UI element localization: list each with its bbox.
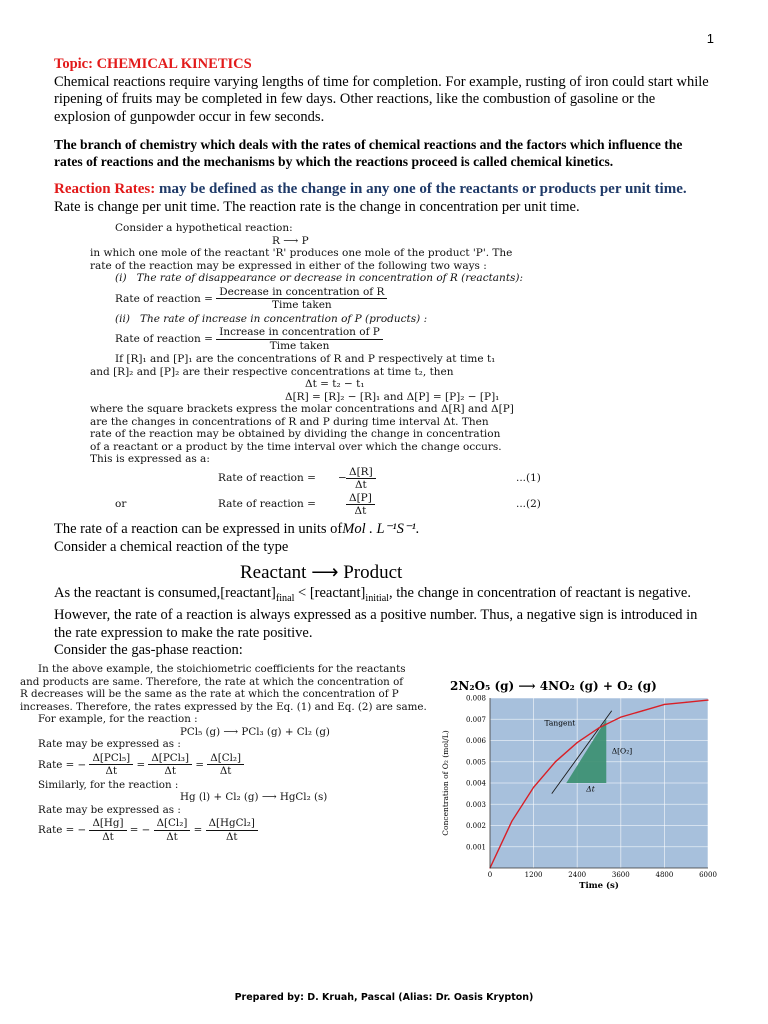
subscript-initial: initial [365,592,389,604]
fraction-numerator: Δ[PCl₃] [148,752,192,766]
delta-o2-label: Δ[O₂] [611,746,633,756]
data-point [664,704,665,705]
fraction-denominator: Δt [102,830,114,843]
footer: Prepared by: D. Kruah, Pascal (Alias: Dr. Oasis Krypton) [234,992,534,1003]
fraction-numerator: Δ[PCl₅] [89,752,133,766]
fraction-denominator: Δt [354,479,367,491]
minus-sign: − [338,471,347,484]
scan1-line: rate of the reaction may be obtained by dividing the change in concentration [90,428,501,440]
x-tick-label: 6000 [699,871,717,879]
fraction-denominator: Δt [105,765,118,777]
subscript-final: final [275,592,295,604]
o2-concentration-chart [436,694,717,891]
equals-sign: = [193,824,203,836]
scanned-excerpt-rate-definition [90,222,550,518]
scan2-line: In the above example, the stoichiometric coefficients for the reactants [38,663,406,675]
scan2-reaction-1: PCl₅ (g) ⟶ PCl₃ (g) + Cl₂ (g) [180,725,330,738]
data-point [620,717,621,718]
data-point [642,710,643,711]
y-tick-label: 0.004 [465,779,486,788]
fraction-numerator: Δ[P] [346,492,375,506]
fraction-denominator: Δt [219,765,232,777]
y-tick-label: 0.008 [465,694,486,703]
data-point [555,761,556,762]
fraction-numerator: Δ[HgCl₂] [206,817,258,831]
equation-ref: ...(1) [516,471,541,484]
x-tick-label: 2400 [568,871,587,879]
scan1-line: Δt = t₂ − t₁ [305,378,365,390]
equals-sign: = [136,758,146,771]
y-tick-label: 0.002 [465,822,486,830]
rate-label: Rate of reaction = [115,333,213,345]
scan1-line: and [R]₂ and [P]₂ are their respective concentrations at time t₂, then [90,365,454,378]
consider-type: Consider a chemical reaction of the type [54,538,289,555]
scan2-line: Rate may be expressed as : [38,803,181,816]
consumed-text: , the change in concentration of reactant is negative. However, the rate of a reaction is always expressed as a positive number. Thus, a negative sign is introduced in the rate expression to make the rate positive. [54,585,698,641]
fraction-numerator: Decrease in concentration of R [216,286,387,300]
data-point [686,702,687,703]
scan1-line: rate of the reaction may be expressed in either of the following two ways : [90,259,487,272]
scan1-line: Consider a hypothetical reaction: [115,222,293,234]
topic-heading: Topic: CHEMICAL KINETICS [54,56,252,72]
gas-phase-line: Consider the gas-phase reaction: [54,642,243,659]
scan1-equation-1 [90,466,550,492]
reaction-rates-label: Reaction Rates: [54,181,156,197]
y-tick-label: 0.007 [465,715,486,724]
scan1-formula-2 [90,326,550,352]
fraction-denominator: Time taken [271,299,332,311]
scan1-item-label: (ii) [115,312,130,325]
scan2-line: and products are same. Therefore, the rate at which the concentration of [20,675,404,688]
delta-t-label: Δt [586,784,595,794]
y-axis-label: Concentration of O₂ (mol/L) [441,730,450,836]
reaction-rates-line2: Rate is change per unit time. The reaction rate is the change in concentration per unit time. [54,198,580,215]
scan2-line: increases. Therefore, the rates expressed by the Eq. (1) and Eq. (2) are same. [20,700,427,713]
scan1-line: This is expressed as a: [90,453,210,465]
data-point [577,742,578,743]
scanned-excerpt-examples [20,663,440,844]
rate-label: Rate = − [38,758,87,771]
data-point [707,700,708,701]
scan1-item-label: (i) [115,272,127,284]
y-tick-label: 0.006 [465,737,486,745]
fraction-denominator: Time taken [269,339,330,352]
x-tick-label: 1200 [524,871,543,879]
scan1-item-text: The rate of increase in concentration of P (products) : [139,312,428,325]
reactant-product-equation: Reactant ⟶ Product [240,562,403,583]
data-point [598,727,599,728]
scan1-line: in which one mole of the reactant 'R' produces one mole of the product 'P'. The [90,247,513,259]
y-tick-label: 0.005 [465,758,486,767]
fraction-numerator: Δ[Cl₂] [154,817,191,831]
graph-title: 2N₂O₅ (g) ⟶ 4NO₂ (g) + O₂ (g) [450,679,657,693]
scan1-line: Δ[R] = [R]₂ − [R]₁ and Δ[P] = [P]₂ − [P]₁ [285,390,500,403]
x-axis-label: Time (s) [579,881,619,891]
rate-label: Rate of reaction = [218,471,316,484]
units-text: The rate of a reaction can be expressed in units of [54,521,343,537]
consumed-paragraph [54,585,714,660]
or-word: or [115,497,127,510]
fraction-numerator: Δ[R] [346,466,376,480]
fraction-denominator: Δt [166,830,178,843]
scan1-line: of a reactant or a product by the time interval over which the change occurs. [90,440,502,453]
scan2-rate-1 [20,752,440,778]
scan2-line: Similarly, for the reaction : [38,778,179,791]
scan2-line: R decreases will be the same as the rate at which the concentration of P [20,688,399,700]
y-tick-label: 0.001 [465,843,486,852]
tangent-label: Tangent [544,718,576,728]
scan1-line: If [R]₁ and [P]₁ are the concentrations of R and P respectively at time t₁ [115,353,496,365]
rate-label: Rate = − [38,824,87,836]
equals-sign: = [195,758,204,771]
reaction-rates-definition: may be defined as the change in any one of the reactants or products per unit time. [155,181,687,197]
fraction-numerator: Increase in concentration of P [216,326,383,340]
reaction-rates-section [54,181,714,216]
equation-ref: ...(2) [516,497,541,510]
consumed-text: < [reactant] [294,585,366,601]
y-tick-label: 0.003 [465,800,486,809]
scan2-reaction-2: Hg (l) + Cl₂ (g) ⟶ HgCl₂ (s) [180,791,328,803]
fraction-denominator: Δt [354,505,367,517]
fraction-numerator: Δ[Hg] [89,817,126,831]
fraction-numerator: Δ[Cl₂] [207,752,244,766]
data-point [511,821,512,822]
scan1-equation-2 [90,492,550,518]
fraction-denominator: Δt [164,765,176,777]
definition-paragraph: The branch of chemistry which deals with the rates of chemical reactions and the factors which influence the rates of reactions and the mechanisms by which the reactions proceed is called chemical kinetics. [54,137,683,169]
units-section [54,521,714,556]
rate-label: Rate of reaction = [218,497,316,510]
scan2-line: Rate may be expressed as : [38,738,181,750]
x-tick-label: 3600 [611,871,630,879]
scan2-line: For example, for the reaction : [38,713,198,725]
x-tick-label: 0 [487,871,493,879]
x-tick-label: 4800 [655,871,674,879]
consumed-text: As the reactant is consumed,[reactant] [54,585,276,601]
page-number: 1 [706,31,714,46]
scan1-reaction: R ⟶ P [272,234,309,247]
units-math: Mol . L⁻¹S⁻¹. [342,521,420,537]
intro-section [54,56,714,126]
scan2-rate-2 [20,817,440,843]
data-point [533,787,534,788]
scan1-line: are the changes in concentrations of R and P during time interval Δt. Then [90,415,489,428]
intro-paragraph: Chemical reactions require varying lengths of time for completion. For example, rusting of iron could start while ripening of fruits may be completed in few days. Other reactions, like the combustion of gasoline or the explosion of gunpowder occur in few seconds. [54,73,709,125]
scan1-formula-1 [90,286,550,312]
scan1-item-text: The rate of disappearance or decrease in concentration of R (reactants): [136,272,524,284]
equals-sign: = − [129,824,151,836]
scan1-line: where the square brackets express the molar concentrations and Δ[R] and Δ[P] [90,403,514,415]
rate-label: Rate of reaction = [115,292,213,305]
fraction-denominator: Δt [225,830,238,843]
